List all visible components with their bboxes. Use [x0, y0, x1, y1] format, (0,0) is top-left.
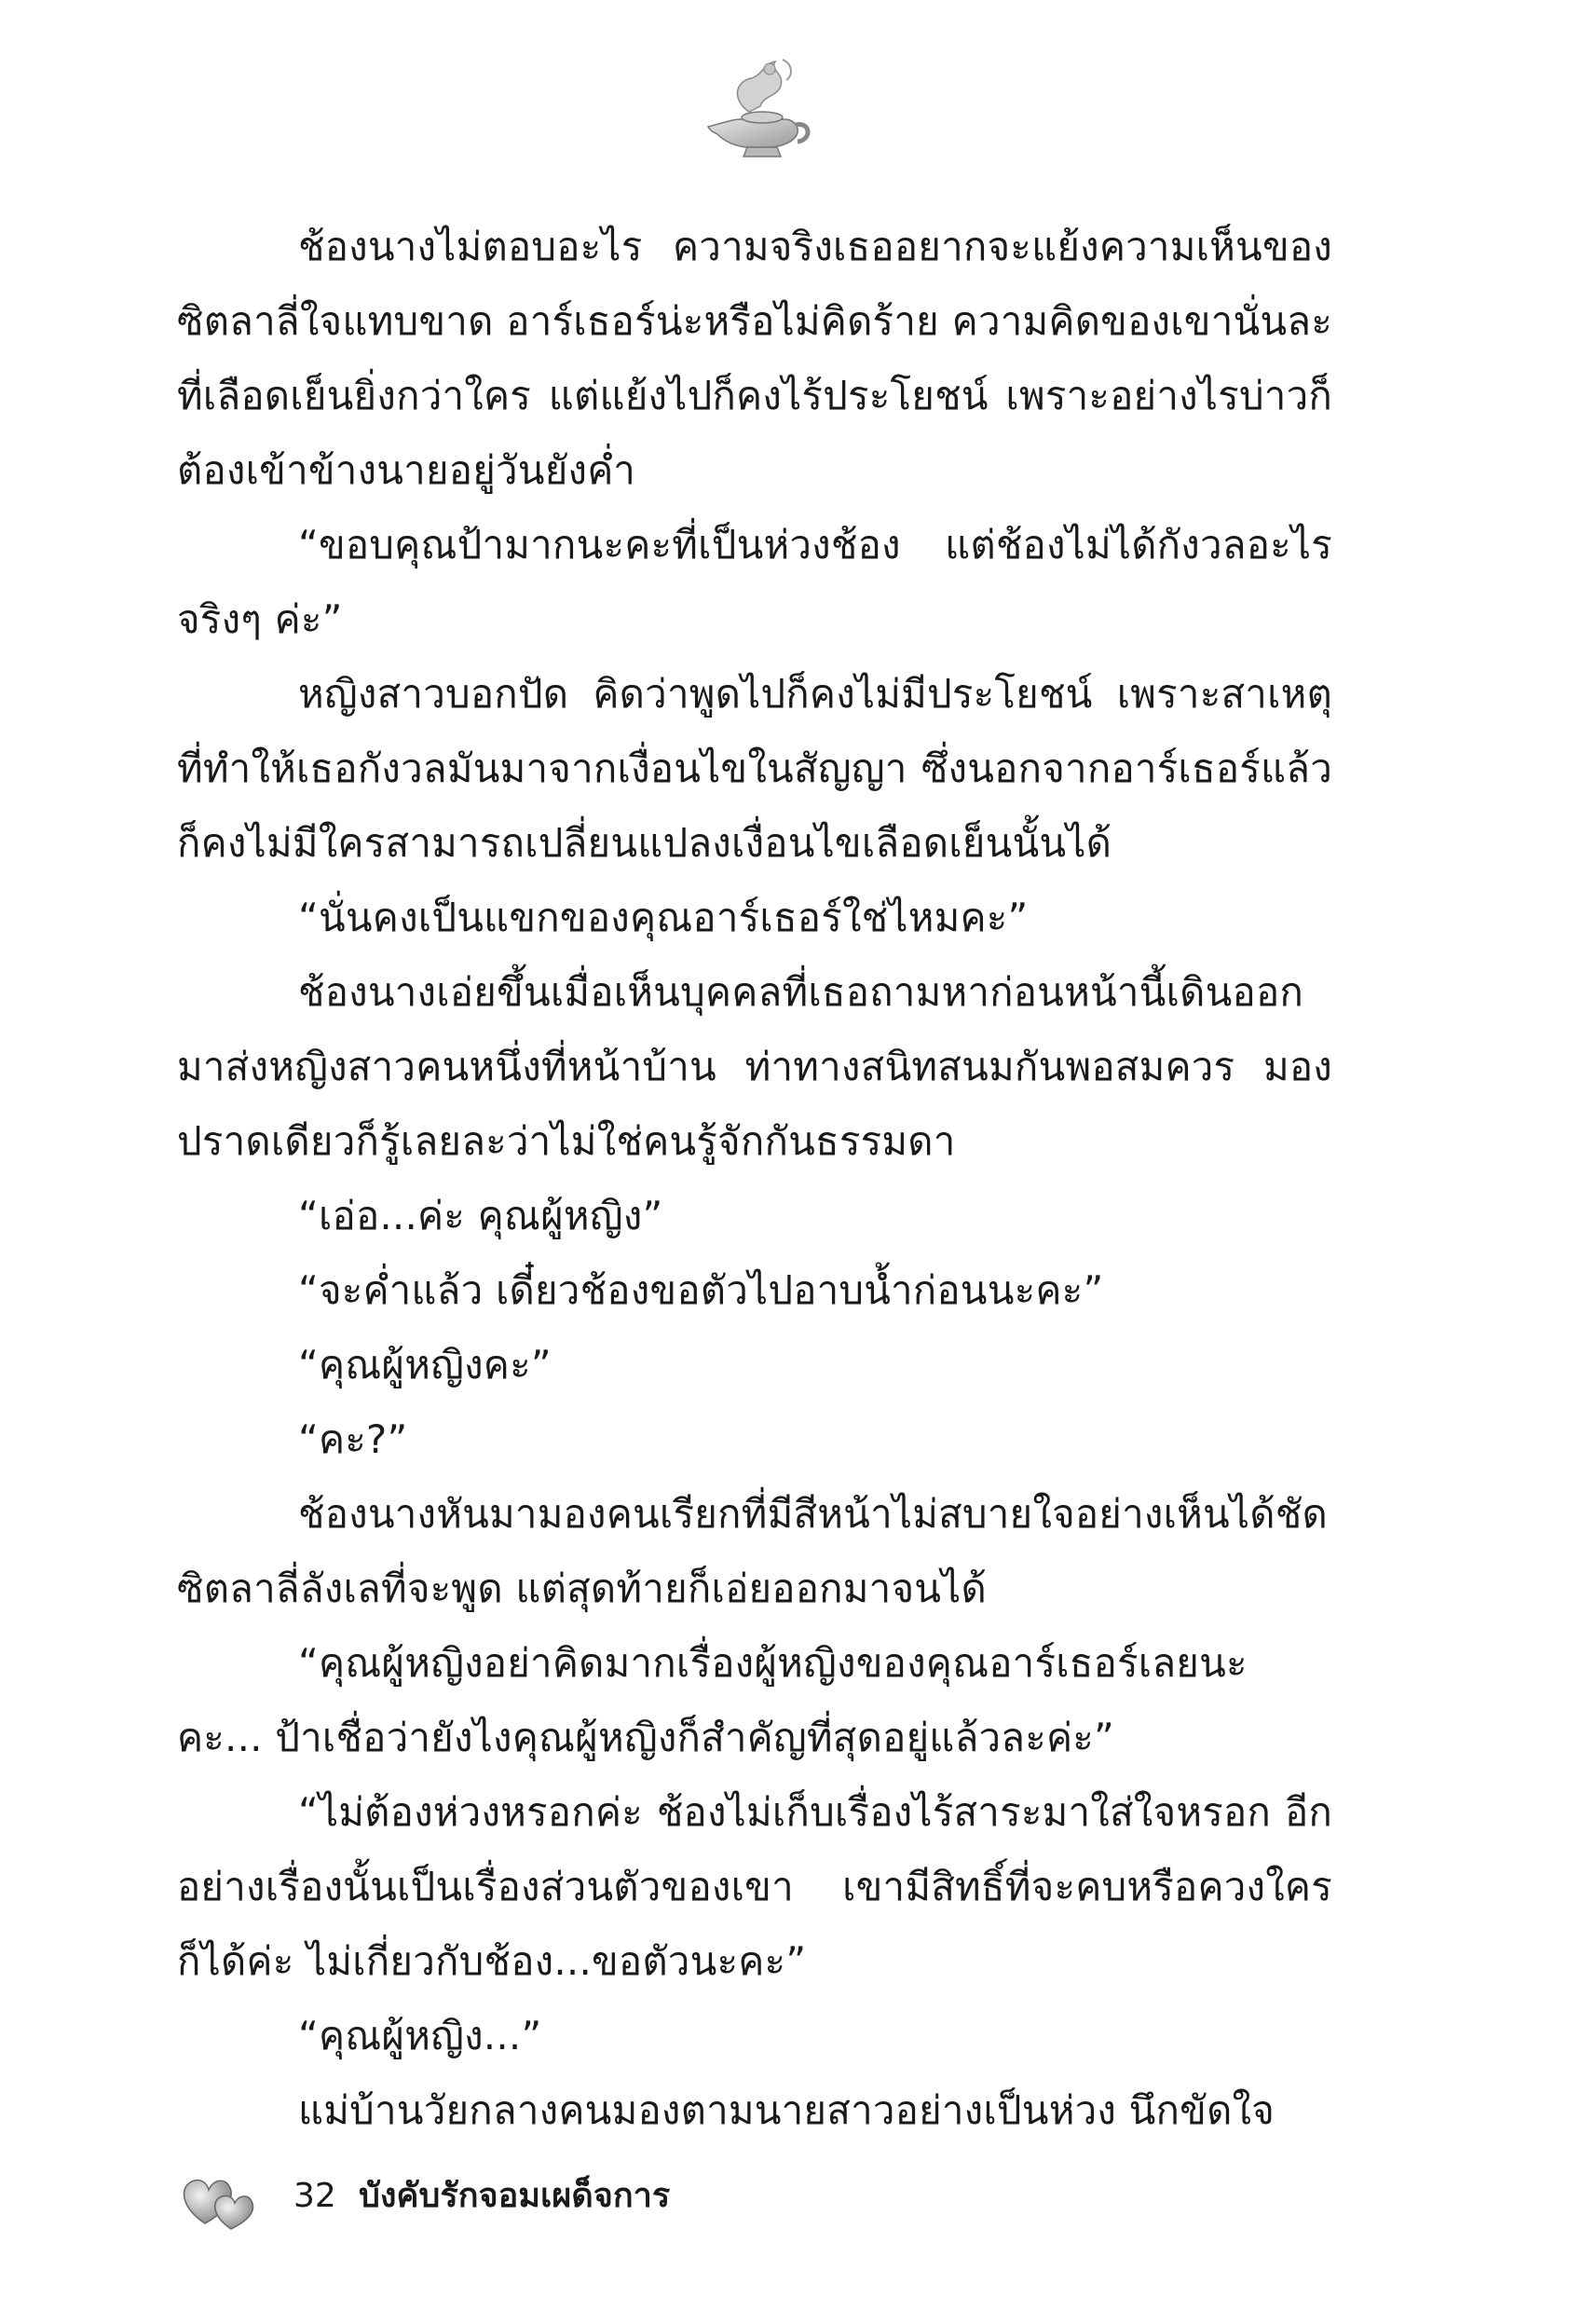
paragraph: ช้องนางเอ่ยขึ้นเมื่อเห็นบุคคลที่เธอถามหาก่อนหน้านี้เดินออกมาส่งหญิงสาวคนหนึ่งที่หน้าบ้าน ท่าทางสนิทสนมกันพอสมควร มองปราดเดียวก็รู้เลยละว่าไม่ใช่คนรู้จักกันธรรมดา [177, 969, 1332, 1164]
body-text [177, 210, 1332, 2148]
genie-lamp-icon [695, 54, 816, 166]
paragraph: หญิงสาวบอกปัด คิดว่าพูดไปก็คงไม่มีประโยชน์ เพราะสาเหตุที่ทำให้เธอกังวลมันมาจากเงื่อนไขในสัญญา ซึ่งนอกจากอาร์เธอร์แล้วก็คงไม่มีใครสามารถเปลี่ยนแปลงเงื่อนไขเลือดเย็นนั้นได้ [177, 671, 1332, 866]
page-number: 32 [293, 2177, 336, 2215]
paragraph: “คุณผู้หญิงคะ” [298, 1342, 552, 1388]
hearts-icon [177, 2162, 261, 2236]
paragraph: ช้องนางหันมามองคนเรียกที่มีสีหน้าไม่สบายใจอย่างเห็นได้ชัด ซิตลาลี่ลังเลที่จะพูด แต่สุดท้ายก็เอ่ยออกมาจนได้ [177, 1491, 1328, 1611]
paragraph: “คุณผู้หญิงอย่าคิดมากเรื่องผู้หญิงของคุณอาร์เธอร์เลยนะคะ... ป้าเชื่อว่ายังไงคุณผู้หญิงก็สำคัญที่สุดอยู่แล้วละค่ะ” [177, 1640, 1248, 1760]
paragraph: “ไม่ต้องห่วงหรอกค่ะ ช้องไม่เก็บเรื่องไร้สาระมาใส่ใจหรอก อีกอย่างเรื่องนั้นเป็นเรื่องส่วนตัวของเขา เขามีสิทธิ์ที่จะคบหรือควงใครก็ได้ค่ะ ไม่เกี่ยวกับช้อง...ขอตัวนะคะ” [177, 1789, 1332, 1984]
paragraph: “เอ่อ...ค่ะ คุณผู้หญิง” [298, 1193, 663, 1238]
paragraph: “คะ?” [298, 1416, 408, 1462]
paragraph: แม่บ้านวัยกลางคนมองตามนายสาวอย่างเป็นห่วง นึกขัดใจ [298, 2087, 1275, 2133]
paragraph: ช้องนางไม่ตอบอะไร ความจริงเธออยากจะแย้งความเห็นของซิตลาลี่ใจแทบขาด อาร์เธอร์น่ะหรือไม่คิดร้าย ความคิดของเขานั่นละที่เลือดเย็นยิ่งกว่าใคร แต่แย้งไปก็คงไร้ประโยชน์ เพราะอย่างไรบ่าวก็ต้องเข้าข้างนายอยู่วันยังค่ำ [177, 224, 1332, 493]
paragraph: “จะค่ำแล้ว เดี๋ยวช้องขอตัวไปอาบน้ำก่อนนะคะ” [298, 1267, 1104, 1313]
paragraph: “คุณผู้หญิง...” [298, 2013, 542, 2058]
paragraph: “นั่นคงเป็นแขกของคุณอาร์เธอร์ใช่ไหมคะ” [298, 895, 1029, 940]
page-footer [177, 2162, 1332, 2236]
paragraph: “ขอบคุณป้ามากนะคะที่เป็นห่วงช้อง แต่ช้องไม่ได้กังวลอะไรจริงๆ ค่ะ” [177, 522, 1332, 642]
book-title: บังคับรักจอมเผด็จการ [359, 2177, 671, 2215]
